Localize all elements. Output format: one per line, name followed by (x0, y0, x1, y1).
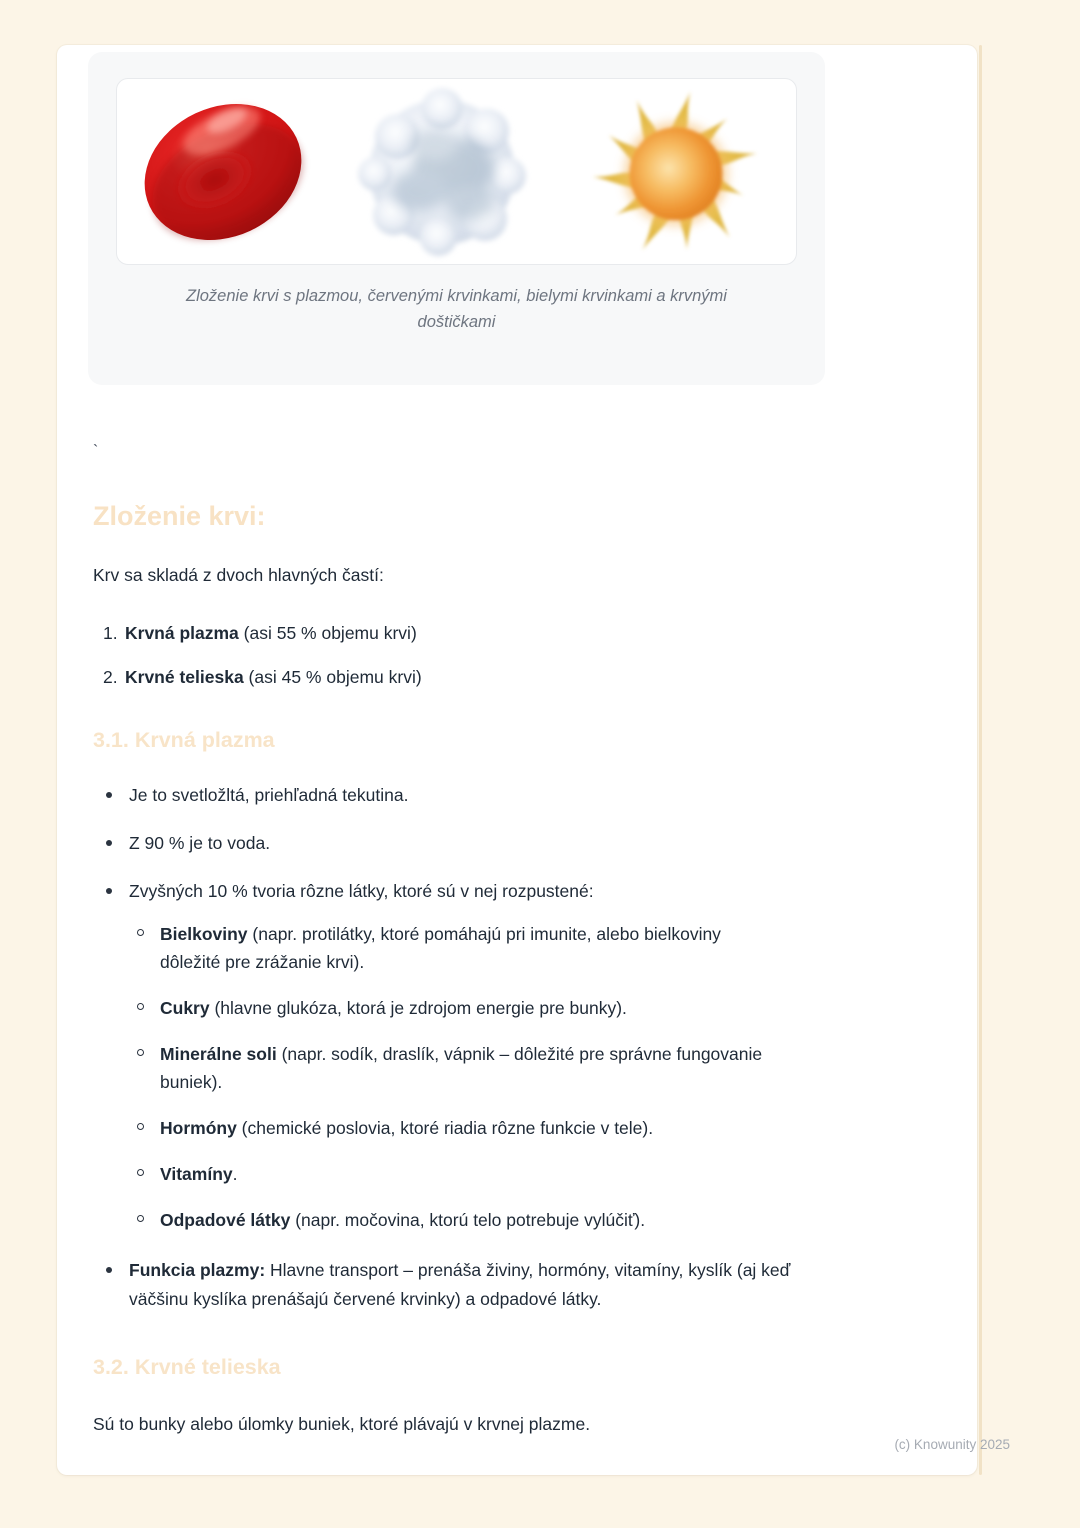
bullet-text: Z 90 % je to voda. (129, 833, 271, 854)
list-item (129, 1114, 777, 1142)
list-item (129, 1040, 777, 1096)
stray-backtick-char: ` (93, 443, 99, 460)
list-item (129, 1160, 777, 1188)
list-term-rest: Hlavne transport – prenáša živiny, hormóny, vitamíny, kyslík (aj keď väčšinu kyslíka prenášajú červené krvinky) a odpadové látky. (129, 1260, 791, 1310)
bullet-text: Je to svetložltá, priehľadná tekutina. (129, 785, 409, 806)
bullet-text: Zvyšných 10 % tvoria rôzne látky, ktoré sú v nej rozpustené: (129, 881, 594, 902)
list-item (93, 877, 813, 1234)
section-heading-3-2: 3.2. Krvné telieska (93, 1355, 281, 1380)
list-item (93, 619, 941, 647)
section-heading-3-1: 3.1. Krvná plazma (93, 728, 275, 753)
list-term: Minerálne soli (160, 1044, 277, 1065)
disc-bullet-marker (106, 1267, 112, 1273)
circle-bullet-marker (137, 1169, 144, 1176)
circle-bullet-marker (137, 929, 144, 936)
list-term-rest: (hlavne glukóza, ktorá je zdrojom energie pre bunky). (209, 998, 627, 1019)
content-card (57, 45, 977, 1475)
platelet-icon (572, 78, 780, 265)
list-term-rest: . (232, 1164, 238, 1185)
bullet-list (93, 781, 941, 1314)
intro-paragraph: Krv sa skladá z dvoch hlavných častí: (93, 565, 384, 586)
copyright-footer: (c) Knowunity 2025 (894, 1437, 1010, 1452)
figure-caption: Zloženie krvi s plazmou, červenými krvinkami, bielymi krvinkami a krvnými doštičkami (186, 287, 727, 332)
disc-bullet-marker (106, 840, 112, 846)
white-blood-cell-icon (344, 79, 540, 265)
list-item (93, 1256, 793, 1314)
list-item (93, 829, 813, 858)
list-term-rest: (napr. močovina, ktorú telo potrebuje vylúčiť). (290, 1210, 646, 1231)
list-term-rest: (napr. protilátky, ktoré pomáhajú pri imunite, alebo bielkoviny dôležité pre zrážanie krvi). (160, 924, 721, 973)
blood-figure-image (116, 78, 797, 265)
list-term: Funkcia plazmy: (129, 1260, 266, 1281)
circle-bullet-marker (137, 1049, 144, 1056)
list-item (93, 663, 941, 691)
red-blood-cell-icon (133, 81, 313, 263)
list-term: Krvné telieska (125, 667, 244, 688)
nested-bullet-list (129, 920, 813, 1234)
numbered-list (93, 619, 941, 691)
blood-figure-card (88, 52, 825, 385)
list-term: Bielkoviny (160, 924, 248, 945)
list-term: Odpadové látky (160, 1210, 291, 1231)
list-term: Hormóny (160, 1118, 237, 1139)
section-heading-zlozenie-krvi: Zloženie krvi: (93, 501, 266, 531)
list-item (129, 920, 777, 976)
document-body (57, 443, 977, 1438)
list-item (93, 781, 813, 810)
list-term-rest: (asi 55 % objemu krvi) (238, 623, 417, 644)
list-term: Krvná plazma (125, 623, 239, 644)
list-number: 2. (103, 667, 118, 688)
list-term: Cukry (160, 998, 210, 1019)
circle-bullet-marker (137, 1215, 144, 1222)
list-term-rest: (chemické poslovia, ktoré riadia rôzne funkcie v tele). (236, 1118, 654, 1139)
list-item (129, 994, 777, 1022)
disc-bullet-marker (106, 888, 112, 894)
list-term: Vitamíny (160, 1164, 233, 1185)
circle-bullet-marker (137, 1003, 144, 1010)
list-number: 1. (103, 623, 118, 644)
list-item (129, 1206, 777, 1234)
list-term-rest: (napr. sodík, draslík, vápnik – dôležité pre správne fungovanie buniek). (160, 1044, 763, 1093)
closing-paragraph: Sú to bunky alebo úlomky buniek, ktoré plávajú v krvnej plazme. (93, 1413, 591, 1434)
page-edge-rule (979, 45, 982, 1475)
list-term-rest: (asi 45 % objemu krvi) (243, 667, 422, 688)
disc-bullet-marker (106, 792, 112, 798)
circle-bullet-marker (137, 1123, 144, 1130)
